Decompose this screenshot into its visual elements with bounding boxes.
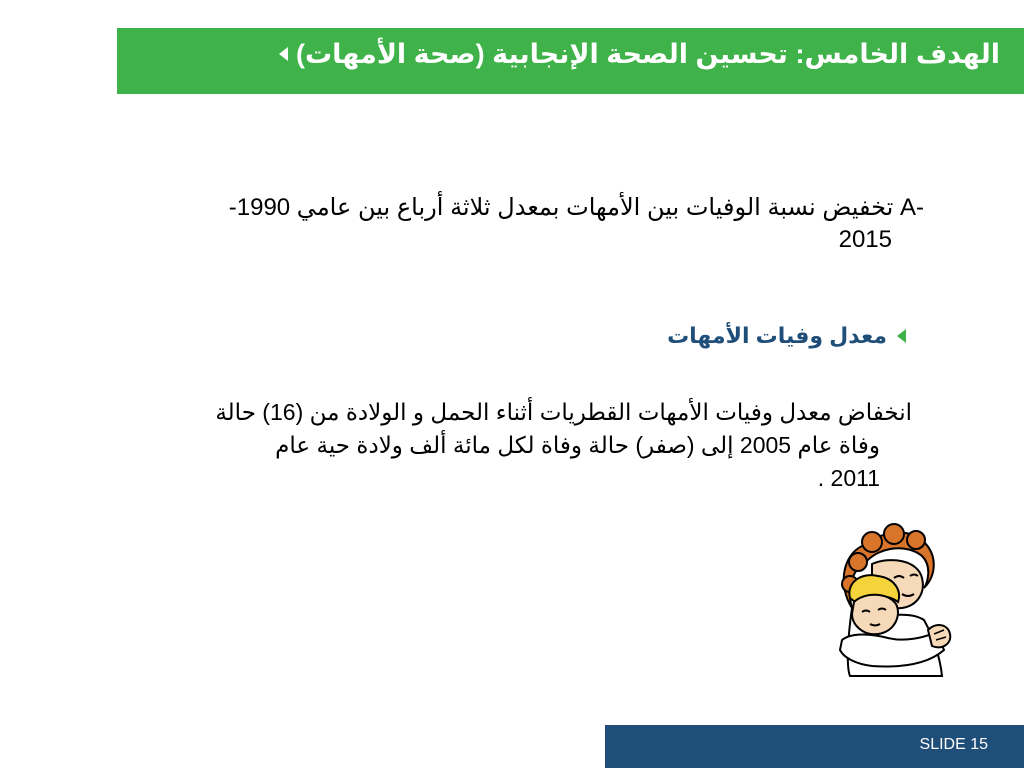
title-bar [117, 28, 1024, 94]
slide-title: الهدف الخامس: تحسين الصحة الإنجابية (صحة الأمهات) [296, 38, 1000, 69]
footer-bar [605, 725, 1024, 768]
title-row [279, 34, 1000, 74]
target-a-text: تخفيض نسبة الوفيات بين الأمهات بمعدل ثلاثة أرباع بين عامي 1990- [228, 194, 894, 221]
paragraph-line2: وفاة عام 2005 إلى (صفر) حالة وفاة لكل مائة ألف ولادة حية عام [275, 432, 880, 458]
target-a-line2: 2015 [838, 226, 892, 253]
slide-number: SLIDE 15 [919, 736, 988, 753]
title-bullet-icon [279, 47, 288, 61]
target-a-line1 [94, 192, 924, 224]
subheading-bullet-icon [897, 329, 906, 343]
paragraph-line3: 2011 . [817, 465, 880, 491]
target-a-label: A- [900, 194, 924, 221]
subheading-text: معدل وفيات الأمهات [667, 323, 887, 348]
mortality-paragraph [82, 396, 912, 495]
paragraph-line1: انخفاض معدل وفيات الأمهات القطريات أثناء الحمل و الولادة من (16) حالة [215, 399, 912, 425]
target-a [94, 192, 924, 256]
subheading [667, 323, 906, 349]
mother-child-hug-illustration [832, 516, 956, 684]
